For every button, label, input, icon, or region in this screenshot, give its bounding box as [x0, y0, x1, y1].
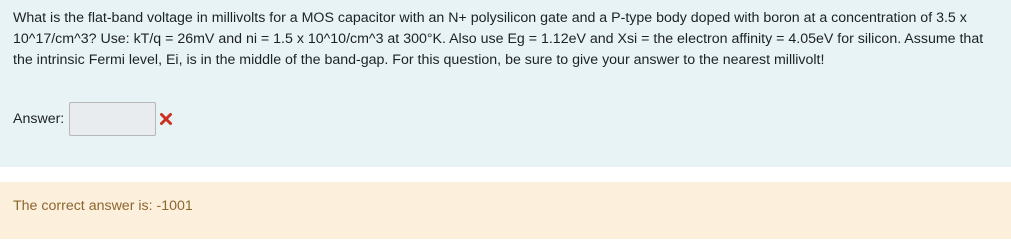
- answer-input[interactable]: [69, 102, 156, 136]
- incorrect-cross-icon: [159, 112, 173, 126]
- correct-answer-text: The correct answer is: -1001: [13, 198, 193, 214]
- answer-label: Answer:: [13, 111, 65, 127]
- feedback-panel: [0, 182, 1011, 239]
- question-text: What is the flat-band voltage in millivolts for a MOS capacitor with an N+ polysilicon gate and a P-type body doped with boron at a concentration of 3.5 x 10^17/cm^3? Use: kT/q = 26mV and ni = 1.5 x 10^10/cm^3 at 300°K. Also use Eg = 1.12eV and Xsi = the electron affinity = 4.05eV for silicon. Assume that the intrinsic Fermi level, Ei, is in the middle of the band-gap. For this question, be sure to give your answer to the nearest millivolt!: [13, 10, 984, 68]
